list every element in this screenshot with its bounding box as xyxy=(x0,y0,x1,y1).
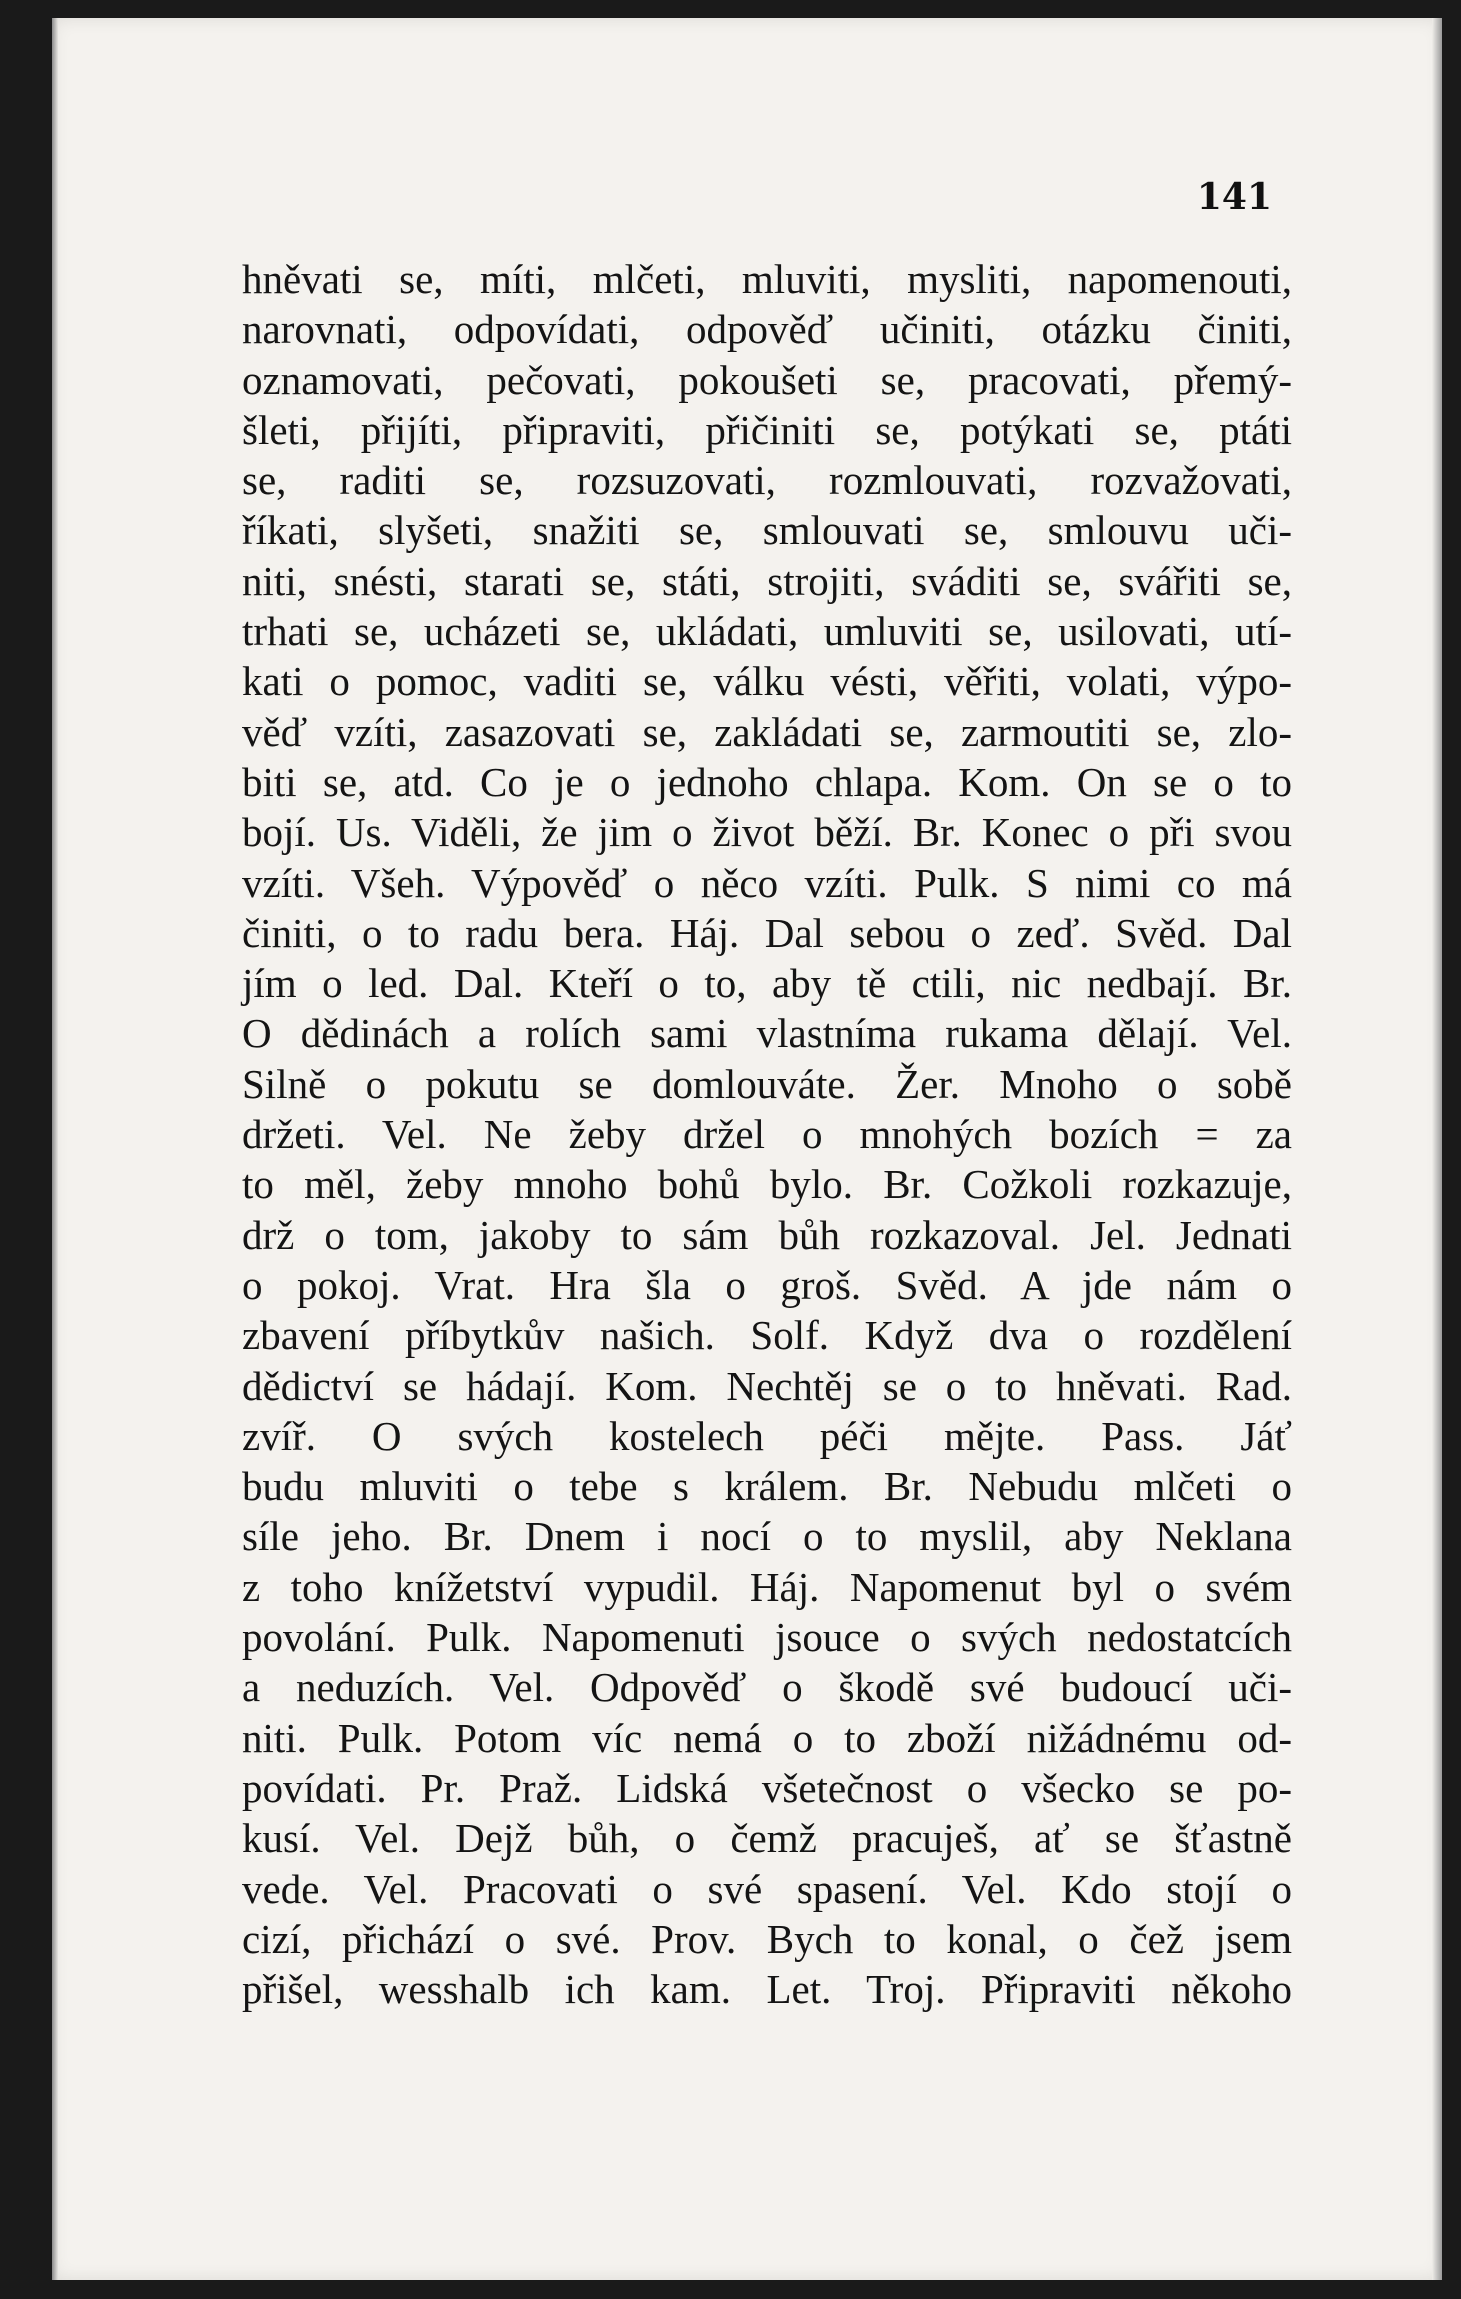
text-line: povídati. Pr. Praž. Lidská všetečnost o všecko se po- xyxy=(242,1764,1292,1811)
text-line: se, raditi se, rozsuzovati, rozmlouvati, rozvažovati, xyxy=(242,457,1292,504)
text-line: držeti. Vel. Ne žeby držel o mnohých bozích = za xyxy=(242,1111,1292,1158)
page-right-edge xyxy=(1432,18,1442,2280)
text-line: drž o tom, jakoby to sám bůh rozkazoval. Jel. Jednati xyxy=(242,1211,1292,1258)
text-line: o pokoj. Vrat. Hra šla o groš. Svěd. A jde nám o xyxy=(242,1261,1292,1308)
text-line: přišel, wesshalb ich kam. Let. Troj. Připraviti někoho xyxy=(242,1966,1292,2013)
text-line: narovnati, odpovídati, odpověď učiniti, otázku činiti, xyxy=(242,306,1292,353)
text-line: jím o led. Dal. Kteří o to, aby tě ctili, nic nedbají. Br. xyxy=(242,960,1292,1007)
text-line: biti se, atd. Co je o jednoho chlapa. Kom. On se o to xyxy=(242,758,1292,805)
text-line: povolání. Pulk. Napomenuti jsouce o svých nedostatcích xyxy=(242,1614,1292,1661)
text-line: věď vzíti, zasazovati se, zakládati se, zarmoutiti se, zlo- xyxy=(242,708,1292,755)
text-line: Silně o pokutu se domlouváte. Žer. Mnoho o sobě xyxy=(242,1060,1292,1107)
text-line: a neduzích. Vel. Odpověď o škodě své budoucí uči- xyxy=(242,1664,1292,1711)
text-line: zbavení příbytkův našich. Solf. Když dva o rozdělení xyxy=(242,1312,1292,1359)
text-line: kusí. Vel. Dejž bůh, o čemž pracuješ, ať se šťastně xyxy=(242,1815,1292,1862)
text-line: O dědinách a rolích sami vlastníma rukama dělají. Vel. xyxy=(242,1010,1292,1057)
text-line: z toho knížetství vypudil. Háj. Napomenut byl o svém xyxy=(242,1563,1292,1610)
text-line: vzíti. Všeh. Výpověď o něco vzíti. Pulk. S nimi co má xyxy=(242,859,1292,906)
text-line: vede. Vel. Pracovati o své spasení. Vel. Kdo stojí o xyxy=(242,1865,1292,1912)
text-line: to měl, žeby mnoho bohů bylo. Br. Cožkoli rozkazuje, xyxy=(242,1161,1292,1208)
text-line: síle jeho. Br. Dnem i nocí o to myslil, aby Neklana xyxy=(242,1513,1292,1560)
body-text xyxy=(242,254,1292,2014)
text-line: budu mluviti o tebe s králem. Br. Nebudu mlčeti o xyxy=(242,1463,1292,1510)
text-line: trhati se, ucházeti se, ukládati, umluviti se, usilovati, utí- xyxy=(242,608,1292,655)
text-line: šleti, přijíti, připraviti, přičiniti se, potýkati se, ptáti xyxy=(242,406,1292,453)
text-line: niti. Pulk. Potom víc nemá o to zboží nižádnému od- xyxy=(242,1714,1292,1761)
text-line: činiti, o to radu bera. Háj. Dal sebou o zeď. Svěd. Dal xyxy=(242,909,1292,956)
text-line: říkati, slyšeti, snažiti se, smlouvati se, smlouvu uči- xyxy=(242,507,1292,554)
text-line: hněvati se, míti, mlčeti, mluviti, mysliti, napomenouti, xyxy=(242,256,1292,302)
text-line: oznamovati, pečovati, pokoušeti se, pracovati, přemý- xyxy=(242,356,1292,403)
text-line: kati o pomoc, vaditi se, válku vésti, věřiti, volati, výpo- xyxy=(242,658,1292,705)
text-line: niti, snésti, starati se, státi, strojiti, sváditi se, svářiti se, xyxy=(242,557,1292,604)
book-page xyxy=(52,18,1442,2280)
page-number: 141 xyxy=(1196,176,1272,218)
page-left-edge xyxy=(52,18,58,2280)
text-line: dědictví se hádají. Kom. Nechtěj se o to hněvati. Rad. xyxy=(242,1362,1292,1409)
text-line: cizí, přichází o své. Prov. Bych to konal, o čež jsem xyxy=(242,1915,1292,1962)
text-line: bojí. Us. Viděli, že jim o život běží. Br. Konec o při svou xyxy=(242,809,1292,856)
text-line: zvíř. O svých kostelech péči mějte. Pass. Jáť xyxy=(242,1412,1292,1459)
